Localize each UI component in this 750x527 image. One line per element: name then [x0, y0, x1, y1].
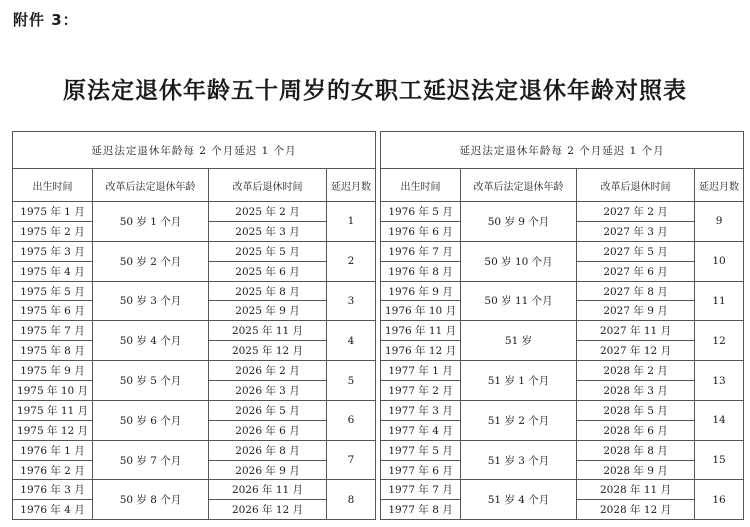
- table-row: [13, 202, 376, 222]
- retirement-date-cell: 2028 年 12 月: [577, 500, 695, 520]
- retirement-age-cell: 50 岁 9 个月: [461, 202, 577, 242]
- delay-months-cell: 8: [327, 480, 376, 520]
- birth-date-cell: 1975 年 4 月: [13, 261, 93, 281]
- birth-date-cell: 1976 年 5 月: [381, 202, 461, 222]
- table-row: [13, 480, 376, 500]
- retirement-age-cell: 50 岁 3 个月: [93, 281, 209, 321]
- table-row: [381, 321, 744, 341]
- birth-date-cell: 1975 年 10 月: [13, 381, 93, 401]
- table-row: [381, 202, 744, 222]
- retirement-age-cell: 51 岁 1 个月: [461, 361, 577, 401]
- table-row: [13, 281, 376, 301]
- retirement-date-cell: 2026 年 11 月: [209, 480, 327, 500]
- retirement-age-cell: 50 岁 11 个月: [461, 281, 577, 321]
- retirement-date-cell: 2025 年 3 月: [209, 221, 327, 241]
- table-caption: 延迟法定退休年龄每 2 个月延迟 1 个月: [13, 132, 376, 169]
- retirement-date-cell: 2026 年 6 月: [209, 420, 327, 440]
- retirement-date-cell: 2025 年 8 月: [209, 281, 327, 301]
- delay-months-cell: 4: [327, 321, 376, 361]
- attachment-label: 附件 3：: [13, 11, 79, 29]
- birth-date-cell: 1977 年 3 月: [381, 400, 461, 420]
- birth-date-cell: 1976 年 4 月: [13, 500, 93, 520]
- header-retirement-date: 改革后退休时间: [577, 169, 695, 202]
- retirement-age-cell: 51 岁 4 个月: [461, 480, 577, 520]
- delay-months-cell: 7: [327, 440, 376, 480]
- retirement-date-cell: 2027 年 6 月: [577, 261, 695, 281]
- delay-months-cell: 15: [695, 440, 744, 480]
- retirement-date-cell: 2028 年 8 月: [577, 440, 695, 460]
- birth-date-cell: 1975 年 2 月: [13, 221, 93, 241]
- retirement-date-cell: 2026 年 2 月: [209, 361, 327, 381]
- table-row: [13, 440, 376, 460]
- retirement-date-cell: 2026 年 5 月: [209, 400, 327, 420]
- comparison-tables: [12, 131, 744, 520]
- retirement-age-cell: 50 岁 5 个月: [93, 361, 209, 401]
- retirement-date-cell: 2025 年 11 月: [209, 321, 327, 341]
- birth-date-cell: 1977 年 5 月: [381, 440, 461, 460]
- header-birth-date: 出生时间: [381, 169, 461, 202]
- birth-date-cell: 1975 年 6 月: [13, 301, 93, 321]
- birth-date-cell: 1977 年 7 月: [381, 480, 461, 500]
- delay-months-cell: 13: [695, 361, 744, 401]
- delay-months-cell: 16: [695, 480, 744, 520]
- retirement-date-cell: 2028 年 5 月: [577, 400, 695, 420]
- delay-months-cell: 2: [327, 241, 376, 281]
- delay-months-cell: 14: [695, 400, 744, 440]
- retirement-date-cell: 2027 年 8 月: [577, 281, 695, 301]
- birth-date-cell: 1975 年 7 月: [13, 321, 93, 341]
- birth-date-cell: 1976 年 9 月: [381, 281, 461, 301]
- document-title: 原法定退休年龄五十周岁的女职工延迟法定退休年龄对照表: [63, 77, 687, 104]
- retirement-age-cell: 51 岁 2 个月: [461, 400, 577, 440]
- delay-months-cell: 11: [695, 281, 744, 321]
- birth-date-cell: 1977 年 2 月: [381, 381, 461, 401]
- birth-date-cell: 1976 年 11 月: [381, 321, 461, 341]
- retirement-date-cell: 2026 年 8 月: [209, 440, 327, 460]
- comparison-table-right: [380, 131, 744, 520]
- table-row: [381, 400, 744, 420]
- delay-months-cell: 10: [695, 241, 744, 281]
- delay-months-cell: 9: [695, 202, 744, 242]
- retirement-age-cell: 50 岁 1 个月: [93, 202, 209, 242]
- retirement-date-cell: 2027 年 11 月: [577, 321, 695, 341]
- retirement-date-cell: 2025 年 6 月: [209, 261, 327, 281]
- delay-months-cell: 3: [327, 281, 376, 321]
- birth-date-cell: 1975 年 9 月: [13, 361, 93, 381]
- retirement-date-cell: 2026 年 12 月: [209, 500, 327, 520]
- retirement-date-cell: 2025 年 12 月: [209, 341, 327, 361]
- birth-date-cell: 1976 年 10 月: [381, 301, 461, 321]
- birth-date-cell: 1976 年 7 月: [381, 241, 461, 261]
- header-retirement-date: 改革后退休时间: [209, 169, 327, 202]
- birth-date-cell: 1975 年 11 月: [13, 400, 93, 420]
- birth-date-cell: 1975 年 3 月: [13, 241, 93, 261]
- table-caption: 延迟法定退休年龄每 2 个月延迟 1 个月: [381, 132, 744, 169]
- retirement-age-cell: 51 岁: [461, 321, 577, 361]
- birth-date-cell: 1977 年 1 月: [381, 361, 461, 381]
- delay-months-cell: 1: [327, 202, 376, 242]
- retirement-age-cell: 50 岁 8 个月: [93, 480, 209, 520]
- retirement-age-cell: 50 岁 10 个月: [461, 241, 577, 281]
- table-row: [381, 241, 744, 261]
- retirement-date-cell: 2028 年 2 月: [577, 361, 695, 381]
- delay-months-cell: 6: [327, 400, 376, 440]
- table-row: [381, 281, 744, 301]
- header-delay-months: 延迟月数: [695, 169, 744, 202]
- birth-date-cell: 1976 年 1 月: [13, 440, 93, 460]
- retirement-date-cell: 2028 年 3 月: [577, 381, 695, 401]
- retirement-date-cell: 2028 年 9 月: [577, 460, 695, 480]
- retirement-date-cell: 2028 年 6 月: [577, 420, 695, 440]
- retirement-date-cell: 2027 年 3 月: [577, 221, 695, 241]
- retirement-date-cell: 2025 年 5 月: [209, 241, 327, 261]
- table-row: [381, 361, 744, 381]
- retirement-age-cell: 50 岁 4 个月: [93, 321, 209, 361]
- table-row: [381, 480, 744, 500]
- retirement-date-cell: 2027 年 12 月: [577, 341, 695, 361]
- birth-date-cell: 1975 年 5 月: [13, 281, 93, 301]
- retirement-date-cell: 2026 年 3 月: [209, 381, 327, 401]
- retirement-date-cell: 2027 年 9 月: [577, 301, 695, 321]
- birth-date-cell: 1976 年 3 月: [13, 480, 93, 500]
- table-row: [13, 400, 376, 420]
- retirement-date-cell: 2025 年 9 月: [209, 301, 327, 321]
- header-retirement-age: 改革后法定退休年龄: [93, 169, 209, 202]
- delay-months-cell: 12: [695, 321, 744, 361]
- retirement-age-cell: 51 岁 3 个月: [461, 440, 577, 480]
- table-row: [13, 361, 376, 381]
- birth-date-cell: 1976 年 2 月: [13, 460, 93, 480]
- header-birth-date: 出生时间: [13, 169, 93, 202]
- birth-date-cell: 1976 年 8 月: [381, 261, 461, 281]
- birth-date-cell: 1977 年 8 月: [381, 500, 461, 520]
- delay-months-cell: 5: [327, 361, 376, 401]
- birth-date-cell: 1975 年 1 月: [13, 202, 93, 222]
- retirement-date-cell: 2025 年 2 月: [209, 202, 327, 222]
- retirement-age-cell: 50 岁 7 个月: [93, 440, 209, 480]
- birth-date-cell: 1976 年 6 月: [381, 221, 461, 241]
- birth-date-cell: 1977 年 6 月: [381, 460, 461, 480]
- retirement-age-cell: 50 岁 6 个月: [93, 400, 209, 440]
- birth-date-cell: 1975 年 12 月: [13, 420, 93, 440]
- birth-date-cell: 1975 年 8 月: [13, 341, 93, 361]
- header-delay-months: 延迟月数: [327, 169, 376, 202]
- table-row: [381, 440, 744, 460]
- table-row: [13, 241, 376, 261]
- comparison-table-left: [12, 131, 376, 520]
- retirement-date-cell: 2026 年 9 月: [209, 460, 327, 480]
- header-retirement-age: 改革后法定退休年龄: [461, 169, 577, 202]
- birth-date-cell: 1976 年 12 月: [381, 341, 461, 361]
- table-row: [13, 321, 376, 341]
- retirement-date-cell: 2028 年 11 月: [577, 480, 695, 500]
- retirement-age-cell: 50 岁 2 个月: [93, 241, 209, 281]
- retirement-date-cell: 2027 年 2 月: [577, 202, 695, 222]
- birth-date-cell: 1977 年 4 月: [381, 420, 461, 440]
- retirement-date-cell: 2027 年 5 月: [577, 241, 695, 261]
